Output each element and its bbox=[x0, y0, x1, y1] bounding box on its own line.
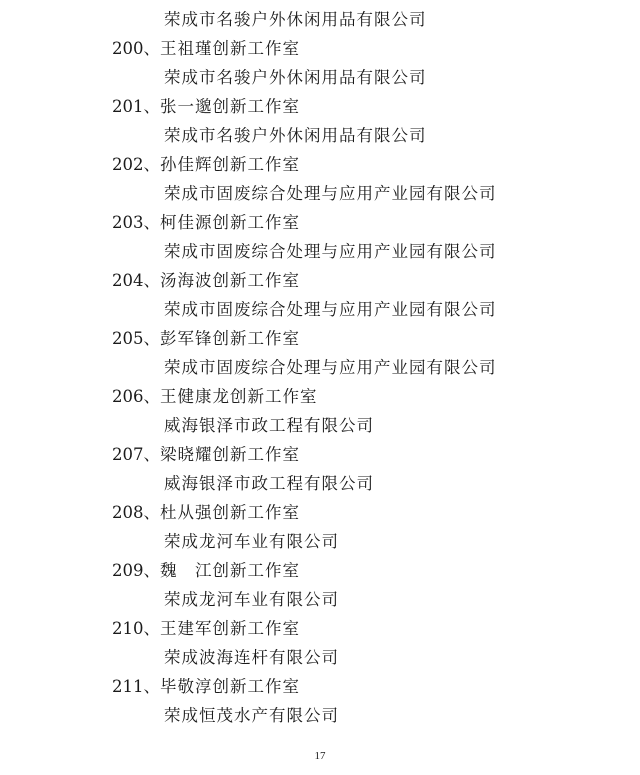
studio-name: 彭军锋创新工作室 bbox=[160, 329, 300, 348]
studio-list bbox=[0, 5, 640, 730]
entry-number: 205、 bbox=[112, 329, 160, 348]
studio-name-line bbox=[0, 440, 640, 469]
list-item bbox=[0, 382, 640, 440]
list-item bbox=[0, 556, 640, 614]
studio-name-line bbox=[0, 266, 640, 295]
organization: 荣成市固废综合处理与应用产业园有限公司 bbox=[164, 358, 497, 377]
studio-name: 柯佳源创新工作室 bbox=[160, 213, 300, 232]
list-item bbox=[0, 324, 640, 382]
list-item bbox=[0, 92, 640, 150]
entry-number: 202、 bbox=[112, 155, 160, 174]
entry-number: 209、 bbox=[112, 561, 160, 580]
organization: 荣成龙河车业有限公司 bbox=[164, 532, 339, 551]
studio-name-line bbox=[0, 150, 640, 179]
studio-name-line bbox=[0, 556, 640, 585]
studio-name: 王建军创新工作室 bbox=[160, 619, 300, 638]
list-item bbox=[0, 672, 640, 730]
studio-name: 魏 江创新工作室 bbox=[160, 561, 300, 580]
studio-name: 孙佳辉创新工作室 bbox=[160, 155, 300, 174]
list-item bbox=[0, 208, 640, 266]
entry-number: 208、 bbox=[112, 503, 160, 522]
organization: 荣成龙河车业有限公司 bbox=[164, 590, 339, 609]
entry-number: 204、 bbox=[112, 271, 160, 290]
entry-number: 206、 bbox=[112, 387, 160, 406]
studio-name: 梁晓耀创新工作室 bbox=[160, 445, 300, 464]
studio-name: 汤海波创新工作室 bbox=[160, 271, 300, 290]
studio-name-line bbox=[0, 672, 640, 701]
studio-name-line bbox=[0, 92, 640, 121]
organization: 荣成市固废综合处理与应用产业园有限公司 bbox=[164, 242, 497, 261]
studio-name-line bbox=[0, 324, 640, 353]
list-item bbox=[0, 266, 640, 324]
entry-number: 203、 bbox=[112, 213, 160, 232]
studio-name: 杜从强创新工作室 bbox=[160, 503, 300, 522]
list-item bbox=[0, 498, 640, 556]
studio-name-line bbox=[0, 208, 640, 237]
list-item bbox=[0, 440, 640, 498]
entry-number: 200、 bbox=[112, 39, 160, 58]
organization: 荣成波海连杆有限公司 bbox=[164, 648, 339, 667]
list-item bbox=[0, 614, 640, 672]
studio-name-line bbox=[0, 34, 640, 63]
organization: 荣成市固废综合处理与应用产业园有限公司 bbox=[164, 184, 497, 203]
studio-name: 王健康龙创新工作室 bbox=[160, 387, 318, 406]
organization: 荣成恒茂水产有限公司 bbox=[164, 706, 339, 725]
organization: 威海银泽市政工程有限公司 bbox=[164, 416, 374, 435]
studio-name-line bbox=[0, 498, 640, 527]
leading-org: 荣成市名骏户外休闲用品有限公司 bbox=[164, 10, 427, 29]
page-number: 17 bbox=[314, 750, 326, 762]
entry-number: 211、 bbox=[112, 677, 160, 696]
entry-number: 207、 bbox=[112, 445, 160, 464]
studio-name: 王祖瑾创新工作室 bbox=[160, 39, 300, 58]
entry-number: 210、 bbox=[112, 619, 160, 638]
entry-number: 201、 bbox=[112, 97, 160, 116]
list-item bbox=[0, 34, 640, 92]
organization: 荣成市固废综合处理与应用产业园有限公司 bbox=[164, 300, 497, 319]
studio-name-line bbox=[0, 614, 640, 643]
studio-name: 张一邈创新工作室 bbox=[160, 97, 300, 116]
organization: 威海银泽市政工程有限公司 bbox=[164, 474, 374, 493]
list-item bbox=[0, 150, 640, 208]
studio-name-line bbox=[0, 382, 640, 411]
organization: 荣成市名骏户外休闲用品有限公司 bbox=[164, 126, 427, 145]
studio-name: 毕敬淳创新工作室 bbox=[160, 677, 300, 696]
organization: 荣成市名骏户外休闲用品有限公司 bbox=[164, 68, 427, 87]
